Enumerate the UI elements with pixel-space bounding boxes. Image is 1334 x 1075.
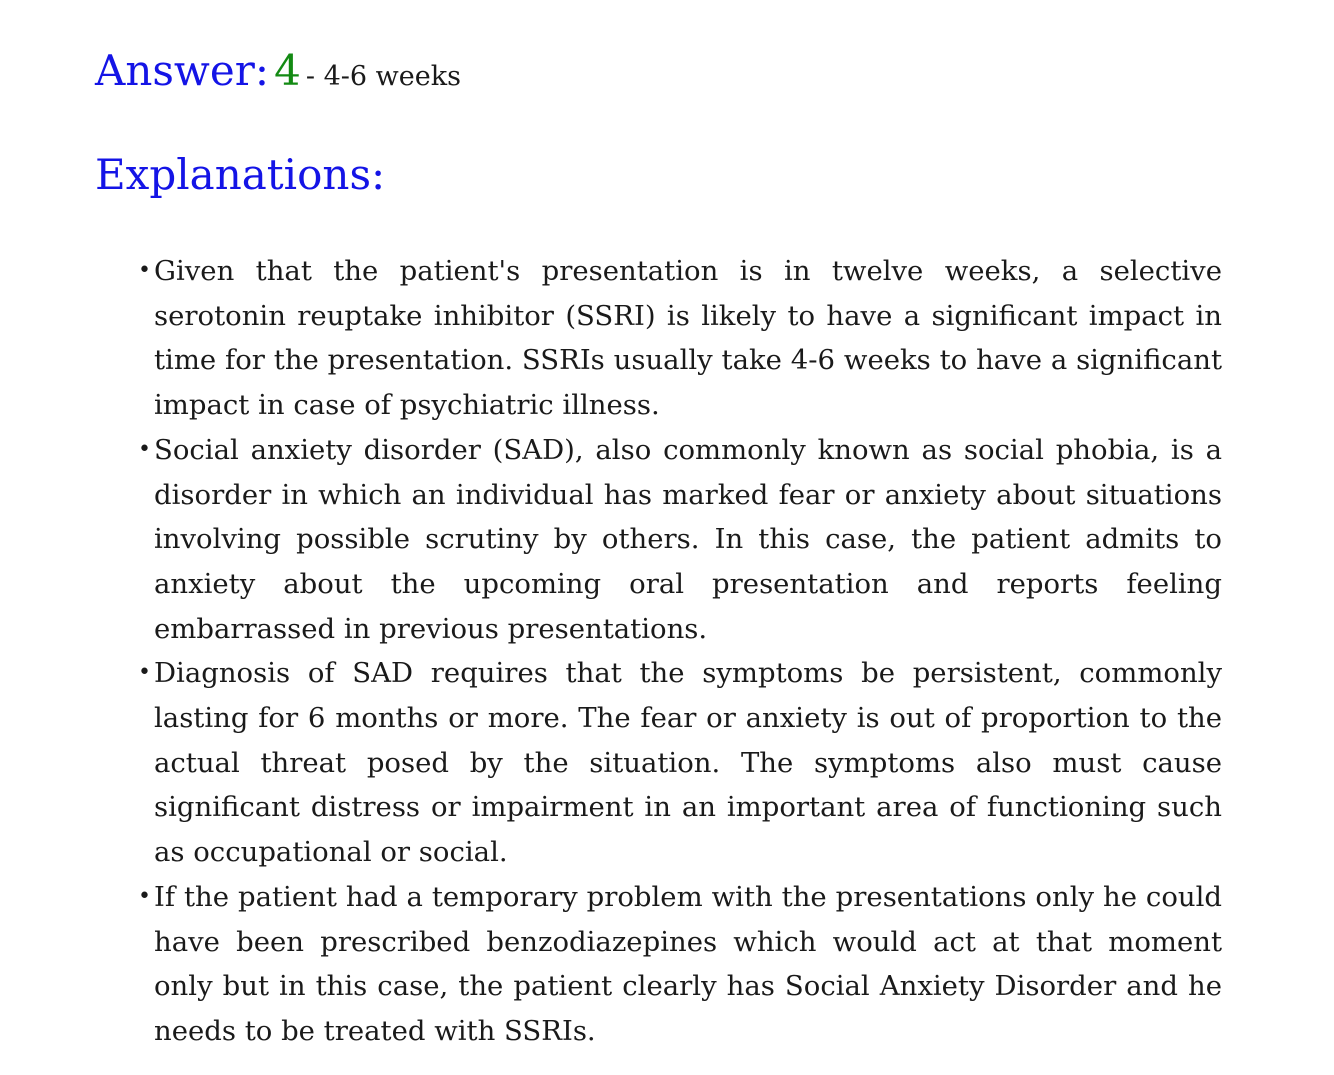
answer-line <box>95 46 461 95</box>
bullet-icon: • <box>138 883 151 909</box>
answer-label: Answer: <box>95 46 269 95</box>
answer-detail: - 4-6 weeks <box>305 61 461 92</box>
explanation-text: Social anxiety disorder (SAD), also commonly known as social phobia, is a disorder in which an individual has marked fear or anxiety about situations involving possible scrutiny by others. In this case, the patient admits to anxiety about the upcoming oral presentation and reports feeling embarrassed in previous presentations. <box>154 433 1222 645</box>
explanation-text: Diagnosis of SAD requires that the symptoms be persistent, commonly lasting for 6 months or more. The fear or anxiety is out of proportion to the actual threat posed by the situation. The symptoms also must cause significant distress or impairment in an important area of functioning such as occupational or social. <box>154 657 1222 869</box>
explanation-text: If the patient had a temporary problem with the presentations only he could have been prescribed benzodiazepines which would act at that moment only but in this case, the patient clearly has Social Anxiety Disorder and he needs to be treated with SSRIs. <box>154 880 1222 1047</box>
explanation-item <box>136 249 1222 428</box>
explanations-heading: Explanations: <box>95 150 386 199</box>
explanation-item <box>136 875 1222 1054</box>
explanation-item <box>136 428 1222 652</box>
explanation-text: Given that the patient's presentation is in twelve weeks, a selective serotonin reuptake inhibitor (SSRI) is likely to have a significant impact in time for the presentation. SSRIs usually take 4-6 weeks to have a significant impact in case of psychiatric illness. <box>154 255 1222 422</box>
bullet-icon: • <box>138 436 151 462</box>
bullet-icon: • <box>138 660 151 686</box>
explanations-list <box>136 249 1222 1054</box>
explanation-item <box>136 651 1222 875</box>
bullet-icon: • <box>138 258 151 283</box>
answer-value: 4 <box>274 46 301 95</box>
